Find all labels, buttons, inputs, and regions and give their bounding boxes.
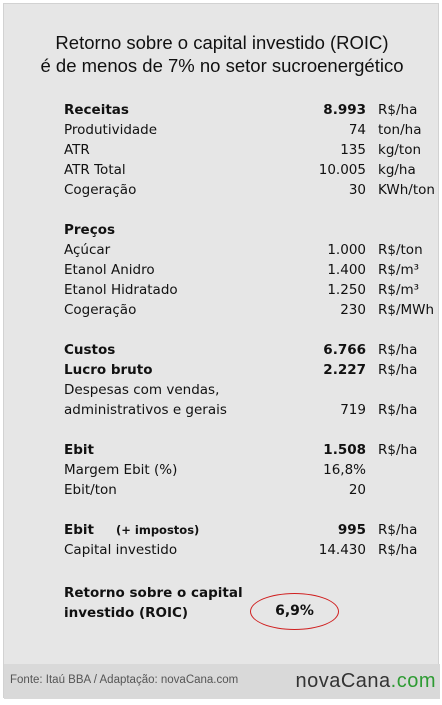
row-label: Margem Ebit (%)	[64, 462, 178, 478]
title-line-2: é de menos de 7% no setor sucroenergético	[40, 55, 404, 76]
table-row	[64, 160, 424, 180]
row-value: 1.508	[323, 442, 366, 458]
row-unit: R$/ha	[378, 362, 418, 378]
roic-value: 6,9%	[275, 603, 314, 619]
row-value: 30	[348, 182, 366, 198]
table-row	[64, 440, 424, 460]
row-value: 1.000	[327, 242, 366, 258]
row-unit: kg/ha	[378, 162, 416, 178]
table-row	[64, 540, 424, 560]
brand-logo-main: novaCana	[295, 670, 391, 692]
row-unit: kg/ton	[378, 142, 422, 158]
table-row	[64, 300, 435, 320]
footer	[4, 664, 440, 699]
row-unit: R$/ha	[378, 522, 418, 538]
row-unit: R$/m³	[378, 282, 420, 298]
brand-logo-suffix: .com	[390, 670, 436, 692]
roic-label	[64, 583, 243, 623]
row-unit: R$/ha	[378, 102, 418, 118]
row-value: 10.005	[318, 162, 366, 178]
row-unit: R$/ha	[378, 442, 418, 458]
row-label: Etanol Hidratado	[64, 282, 178, 298]
table-row	[64, 120, 424, 140]
roic-label-line-1: Retorno sobre o capital	[64, 585, 243, 601]
row-label: Lucro bruto	[64, 362, 153, 378]
table-row	[64, 480, 424, 500]
row-label: Ebit	[64, 442, 94, 458]
table-row	[64, 100, 424, 120]
row-label: Despesas com vendas,	[64, 382, 220, 398]
row-label: Produtividade	[64, 122, 158, 138]
table-row	[64, 280, 424, 300]
row-unit: KWh/ton	[378, 182, 435, 198]
row-value: 20	[348, 482, 366, 498]
row-value: 2.227	[323, 362, 366, 378]
table-row	[64, 520, 424, 540]
table-row	[64, 240, 424, 260]
brand-logo	[295, 670, 436, 693]
table-row	[64, 360, 424, 380]
table-row	[64, 140, 424, 160]
row-value: 1.400	[327, 262, 366, 278]
row-label: Preços	[64, 222, 116, 238]
row-label: Capital investido	[64, 542, 178, 558]
row-label: ATR Total	[64, 162, 126, 178]
row-label: Ebit/ton	[64, 482, 117, 498]
table-row	[64, 340, 424, 360]
row-unit: R$/ha	[378, 342, 418, 358]
title-line-1: Retorno sobre o capital investido (ROIC)	[55, 32, 389, 53]
row-value: 6.766	[323, 342, 366, 358]
row-value: 230	[340, 302, 366, 318]
row-unit: ton/ha	[378, 122, 422, 138]
row-label: Etanol Anidro	[64, 262, 155, 278]
roic-label-line-2: investido (ROIC)	[64, 605, 189, 621]
row-unit: R$/ha	[378, 402, 418, 418]
row-label-suffix: (+ impostos)	[116, 523, 200, 537]
row-value: 16,8%	[323, 462, 366, 478]
row-unit: R$/MWh	[378, 302, 435, 318]
row-unit: R$/m³	[378, 262, 420, 278]
row-value: 719	[340, 402, 366, 418]
infographic-title	[4, 31, 440, 77]
source-credit: Fonte: Itaú BBA / Adaptação: novaCana.com	[10, 674, 239, 686]
row-unit: R$/ha	[378, 542, 418, 558]
table-row	[64, 400, 424, 420]
table-row	[64, 380, 424, 400]
row-value: 1.250	[327, 282, 366, 298]
row-unit: R$/ton	[378, 242, 423, 258]
row-value: 995	[337, 522, 366, 538]
table-row	[64, 260, 424, 280]
row-label: Açúcar	[64, 242, 111, 258]
row-label: Cogeração	[64, 302, 137, 318]
table-row	[64, 460, 424, 480]
row-value: 14.430	[318, 542, 366, 558]
row-label: ATR	[64, 142, 90, 158]
row-label: Ebit	[64, 522, 94, 538]
row-value: 135	[340, 142, 366, 158]
row-label: Receitas	[64, 102, 129, 118]
table-row	[64, 180, 435, 200]
row-label: Custos	[64, 342, 116, 358]
row-label: Cogeração	[64, 182, 137, 198]
row-value: 74	[348, 122, 366, 138]
row-value: 8.993	[323, 102, 366, 118]
infographic-card	[3, 3, 439, 698]
table-row	[64, 220, 424, 240]
row-label: administrativos e gerais	[64, 402, 227, 418]
